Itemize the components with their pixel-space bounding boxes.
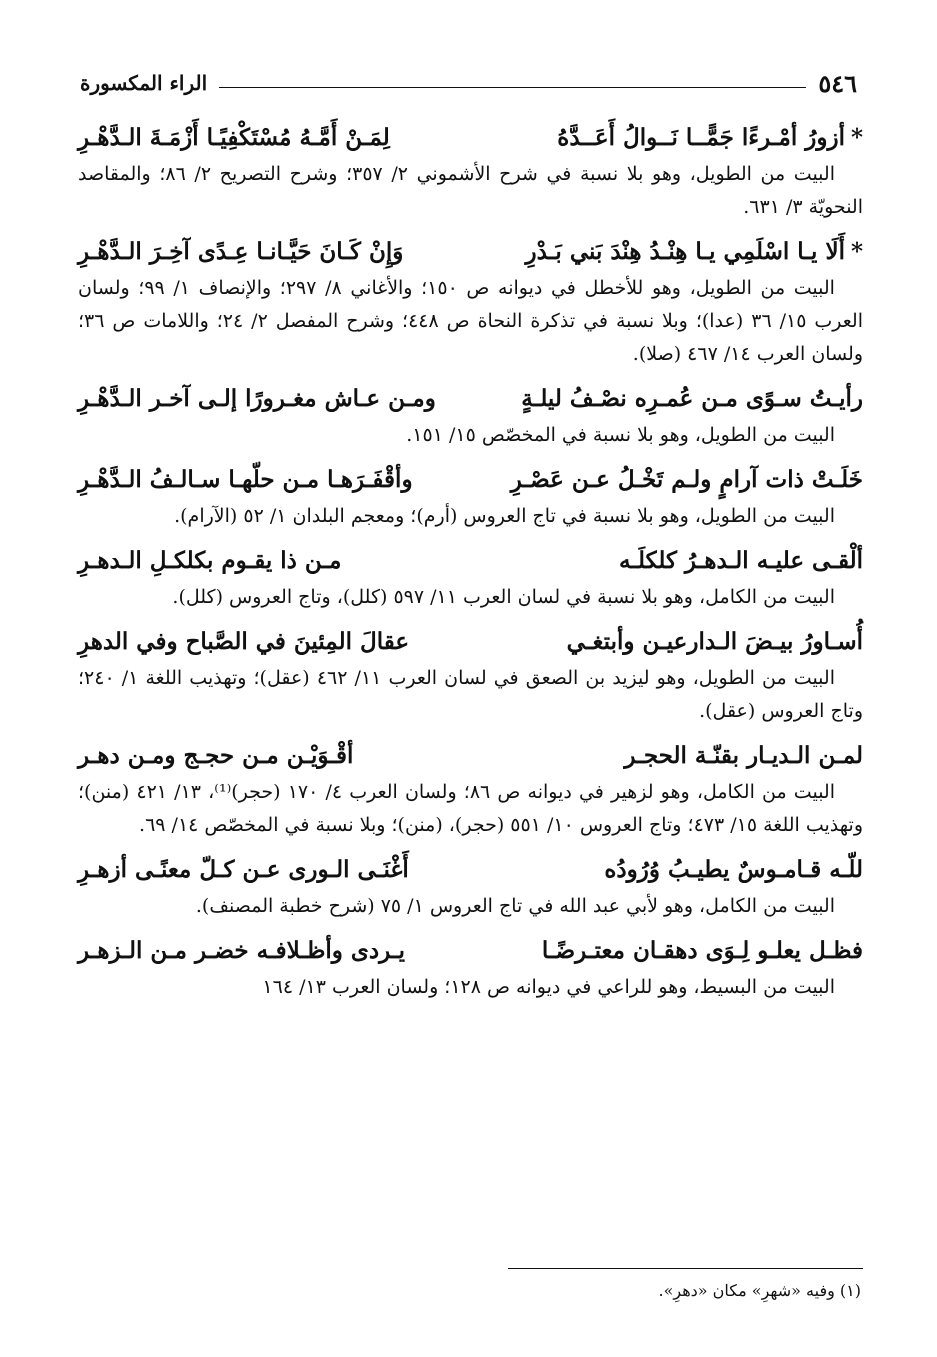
verse-line xyxy=(78,460,863,500)
verse-entry xyxy=(78,931,863,1004)
verse-line xyxy=(78,931,863,971)
first-hemistich-text: أزورُ أمْـرءًا جَمًّــا نَــوالُ أَعَــدَّهُ xyxy=(557,124,845,151)
first-hemistich: رأيـتُ سـوًى مـن عُمـرِه نصْـفُ ليلـةٍ xyxy=(521,385,863,412)
verse-entry xyxy=(78,379,863,452)
second-hemistich: وَإِنْ كَـانَ حَيَّـانـا عِـدًى آخِـرَ الـدَّهْـرِ xyxy=(78,238,404,265)
verse-entry xyxy=(78,622,863,728)
second-hemistich: ومـن عـاش مغـرورًا إلـى آخـر الـدَّهْـرِ xyxy=(78,385,436,412)
verse-line xyxy=(78,118,863,158)
verse-note: البيت من البسيط، وهو للراعي في ديوانه ص ١٢٨؛ ولسان العرب ١٣/ ١٦٤ xyxy=(262,976,835,998)
first-hemistich: فظـل يعلـو لِـوَى دهقـان معتـرضًـا xyxy=(541,937,863,964)
verse-line xyxy=(78,379,863,419)
verse-entry xyxy=(78,850,863,923)
first-hemistich: خَلَـتْ ذات آرامٍ ولـم تَخْـلُ عـن عَصْـرِ xyxy=(510,466,863,493)
verse-line xyxy=(78,850,863,890)
verse-note: البيت من الطويل، وهو ليزيد بن الصعق في لسان العرب ١١/ ٤٦٢ (عقل)؛ وتهذيب اللغة ١/ ٢٤٠؛ وتاج العروس (عقل). xyxy=(78,667,863,722)
verse-line xyxy=(78,736,863,776)
page-header xyxy=(80,66,857,100)
verse-entry xyxy=(78,460,863,533)
first-hemistich xyxy=(526,232,863,272)
verse-line xyxy=(78,541,863,581)
verse-note: البيت من الطويل، وهو بلا نسبة في المخصّص ١٥/ ١٥١. xyxy=(406,424,835,446)
running-title: الراء المكسورة xyxy=(80,71,208,95)
verse-line xyxy=(78,232,863,272)
verse-note: البيت من الكامل، وهو لزهير في ديوانه ص ٨٦؛ ولسان العرب ٤/ ١٧٠ (حجر)⁽¹⁾، ١٣/ ٤٢١ (منن)؛ وتهذيب اللغة ١٥/ ٤٧٣؛ وتاج العروس ١٠/ ٥٥١ (حجر)، (منن)؛ وبلا نسبة في المخصّص ١٤/ ٦٩. xyxy=(78,781,863,836)
main-content xyxy=(78,118,863,1012)
header-rule xyxy=(219,87,806,88)
verse-entry xyxy=(78,232,863,371)
first-hemistich: لمـن الـديـار بقنّـة الحجـر xyxy=(624,742,863,769)
footnote: (١) وفيه «شهرِ» مكان «دهرِ». xyxy=(658,1281,861,1300)
star-marker: * xyxy=(850,124,863,151)
verse-entry xyxy=(78,541,863,614)
verse-note: البيت من الكامل، وهو لأبي عبد الله في تاج العروس ١/ ٧٥ (شرح خطبة المصنف). xyxy=(195,895,835,917)
verse-entry xyxy=(78,736,863,842)
first-hemistich: ألْقـى عليـه الـدهـرُ كلكلَـه xyxy=(618,547,863,574)
first-hemistich: أُسـاورُ بيـضَ الـدارعيـن وأبتغـي xyxy=(566,628,863,655)
second-hemistich: أَغْنَـى الـورى عـن كـلّ معنًـى أزهـرِ xyxy=(78,856,409,883)
verse-note: البيت من الطويل، وهو بلا نسبة في تاج العروس (أرم)؛ ومعجم البلدان ١/ ٥٢ (الآرام). xyxy=(174,505,835,527)
verse-entry xyxy=(78,118,863,224)
first-hemistich: للّـه قـامـوسٌ يطيـبُ وُرُودُه xyxy=(604,856,863,883)
verse-line xyxy=(78,622,863,662)
second-hemistich: لِمَـنْ أَمَّـهُ مُسْتَكْفِيًـا أَزْمَـةَ الـدَّهْـرِ xyxy=(78,124,390,151)
second-hemistich: يـردى وأظـلافـه خضـر مـن الـزهـر xyxy=(78,937,405,964)
verse-note: البيت من الطويل، وهو بلا نسبة في شرح الأشموني ٢/ ٣٥٧؛ وشرح التصريح ٢/ ٨٦؛ والمقاصد النحويّة ٣/ ٦٣١. xyxy=(78,163,863,218)
page-number: ٥٤٦ xyxy=(818,68,857,98)
second-hemistich: وأقْفَـرَهـا مـن حلّهـا سـالـفُ الـدَّهْـرِ xyxy=(78,466,413,493)
second-hemistich: مـن ذا يقـوم بكلكـلِ الـدهـرِ xyxy=(78,547,342,574)
second-hemistich: عقالَ المِئينَ في الصَّباح وفي الدهرِ xyxy=(78,628,410,655)
verse-note: البيت من الكامل، وهو بلا نسبة في لسان العرب ١١/ ٥٩٧ (كلل)، وتاج العروس (كلل). xyxy=(172,586,835,608)
second-hemistich: أقْـوَيْـن مـن حجـج ومـن دهـر xyxy=(78,742,354,769)
footnote-rule xyxy=(508,1268,863,1269)
first-hemistich-text: أَلَا يـا اسْلَمِي يـا هِنْـدُ هِنْدَ بَني بَـدْرِ xyxy=(525,238,845,265)
first-hemistich xyxy=(557,118,863,158)
verse-note: البيت من الطويل، وهو للأخطل في ديوانه ص ١٥٠؛ والأغاني ٨/ ٢٩٧؛ والإنصاف ١/ ٩٩؛ ولسان العرب ١٥/ ٣٦ (عدا)؛ وبلا نسبة في تذكرة النحاة ص ٤٤٨؛ وشرح المفصل ٢/ ٢٤؛ واللامات ص ٣٦؛ ولسان العرب ١٤/ ٤٦٧ (صلا). xyxy=(78,277,863,365)
star-marker: * xyxy=(850,238,863,265)
